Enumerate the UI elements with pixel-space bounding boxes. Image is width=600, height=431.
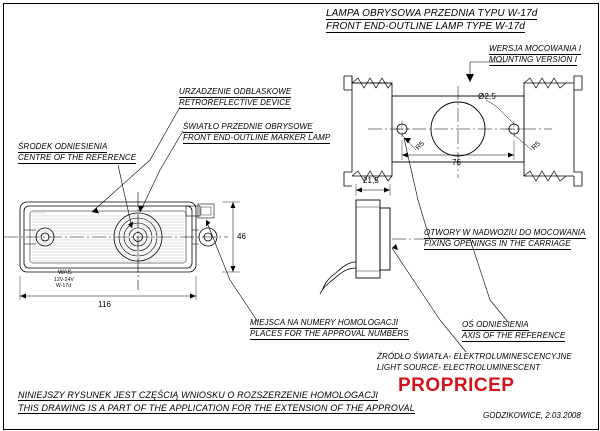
dimension-height: 46: [237, 232, 247, 241]
dimension-width: 116: [98, 300, 112, 309]
mounting-version-en: MOUNTING VERSION I: [489, 55, 578, 64]
light-source-label-en: LIGHT SOURCE- ELECTROLUMINESCENT: [377, 363, 541, 372]
pro-pricep-logo: [398, 375, 514, 397]
footer-pl: NINIEJSZY RYSUNEK JEST CZĘŚCIĄ WNIOSKU O ROZSZERZENIE HOMOLOGACJI: [18, 390, 379, 400]
retroreflective-label-en: RETROREFLECTIVE DEVICE: [179, 98, 291, 107]
centre-reference-label-pl: ŚRODEK ODNIESIENIA: [18, 142, 108, 151]
light-source-label-pl: ŹRÓDŁO ŚWIATŁA- ELEKTROLUMINESCENCYJNE: [377, 352, 572, 361]
dimension-hole-spacing: 76: [452, 158, 462, 167]
axis-reference-label-pl: OŚ ODNIESIENIA: [462, 320, 529, 329]
title-en: FRONT END-OUTLINE LAMP TYPE W-17d: [326, 21, 525, 32]
lamp-mark-voltage: 12V-24V: [54, 277, 74, 283]
approval-numbers-label-pl: MIEJSCA NA NUMERY HOMOLOGACJI: [250, 318, 399, 327]
retroreflective-label-pl: URZADZENIE ODBLASKOWE: [179, 87, 292, 96]
logo-pro: PRO: [398, 375, 441, 396]
logo-pricep: PRICEP: [440, 375, 515, 396]
radius-right: R5: [530, 140, 543, 152]
title-pl: LAMPA OBRYSOWA PRZEDNIA TYPU W-17d: [326, 8, 538, 19]
fixing-openings-label-en: FIXING OPENINGS IN THE CARRIAGE: [424, 239, 571, 248]
approval-numbers-label-en: PLACES FOR THE APPROVAL NUMBERS: [250, 329, 409, 338]
marker-lamp-label-en: FRONT END-OUTLINE MARKER LAMP: [183, 133, 331, 142]
radius-left: R5: [414, 140, 427, 152]
footer-date: GODZIKOWICE, 2.03.2008: [483, 411, 581, 420]
footer-en: THIS DRAWING IS A PART OF THE APPLICATION FOR THE EXTENSION OF THE APPROVAL: [18, 403, 415, 413]
centre-reference-label-en: CENTRE OF THE REFERENCE: [18, 153, 137, 162]
lamp-mark-brand: WAS: [58, 270, 72, 276]
axis-reference-label-en: AXIS OF THE REFERENCE: [462, 331, 566, 340]
lamp-mark-type: W-17d: [56, 283, 72, 289]
fixing-openings-label-pl: OTWORY W NADWOZIU DO MOCOWANIA: [424, 228, 586, 237]
marker-lamp-label-pl: ŚWIATŁO PRZEDNIE OBRYSOWE: [183, 122, 313, 131]
dimension-hole-diameter: Ø2,5: [478, 92, 496, 101]
mounting-version-pl: WERSJA MOCOWANIA I: [489, 44, 582, 53]
dimension-depth: 21,5: [363, 176, 379, 185]
